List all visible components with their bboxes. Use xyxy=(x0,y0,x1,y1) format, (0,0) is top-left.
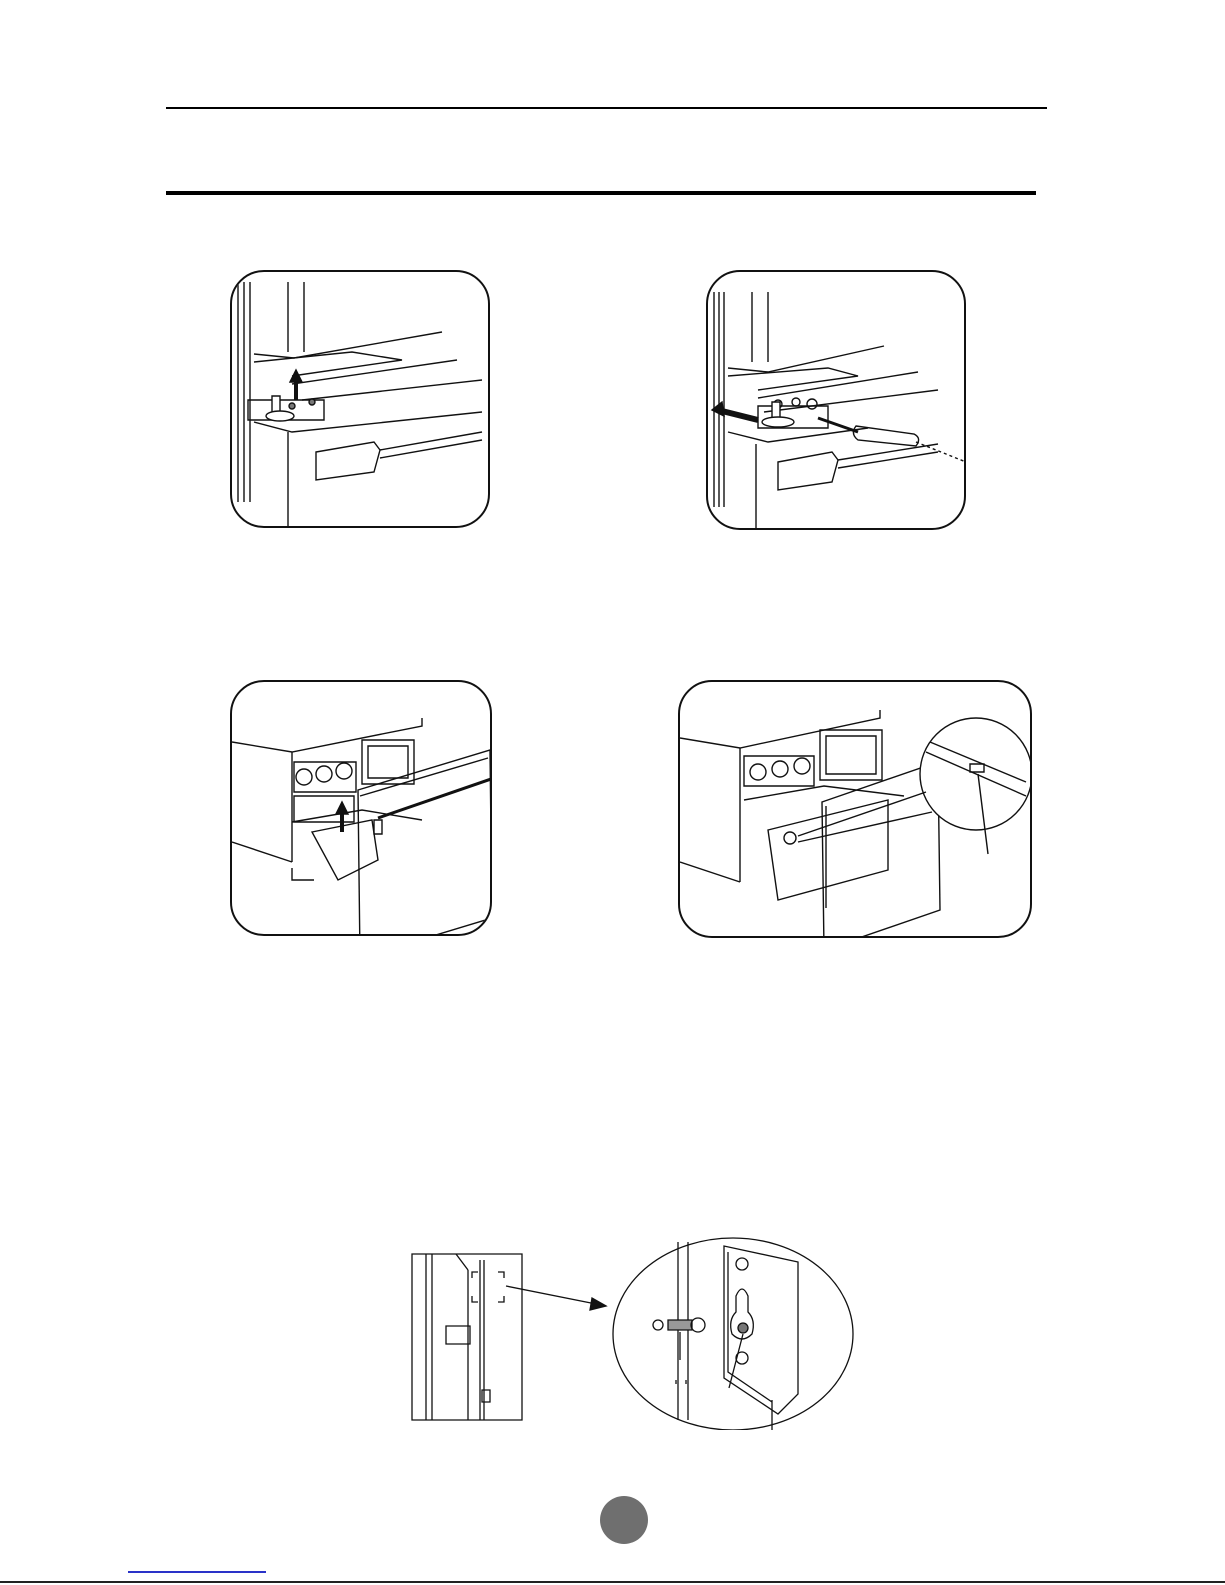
header-bottom-rule xyxy=(166,191,1036,195)
figure-drawer-rail-detail xyxy=(678,680,1032,938)
figure-door-hinge-detail xyxy=(410,1230,860,1430)
header-top-rule xyxy=(166,107,1047,109)
figure-hinge-lift xyxy=(230,270,490,528)
bottom-rule xyxy=(0,1581,1225,1583)
page-number-badge xyxy=(600,1496,648,1544)
footer-link-underline[interactable] xyxy=(128,1571,266,1573)
figure-hinge-screwdriver xyxy=(706,270,966,530)
figure-drawer-lift xyxy=(230,680,492,936)
